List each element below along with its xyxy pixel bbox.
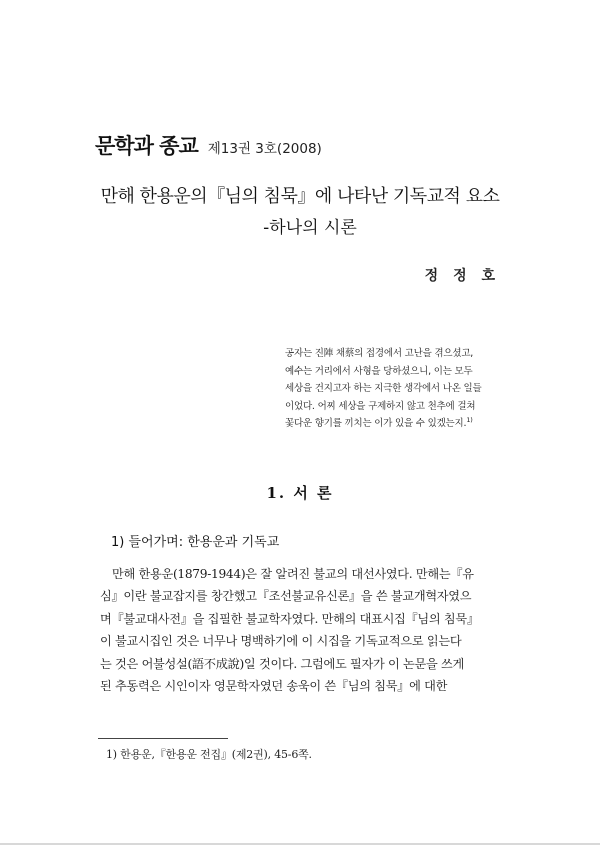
paper-subtitle: -하나의 시론 <box>263 218 357 238</box>
footnote-marker: 1) <box>466 415 473 424</box>
body-line: 만해 한용운(1879-1944)은 잘 알려진 불교의 대선사였다. 만해는『유 <box>112 567 474 581</box>
author-name: 정 정 호 <box>424 268 500 284</box>
epigraph-line: 예수는 거리에서 사형을 당하셨으니, 이는 모두 <box>285 365 473 377</box>
epigraph-line: 세상을 건지고자 하는 지극한 생각에서 나온 일들 <box>285 383 482 394</box>
paper-title: 만해 한용운의『님의 침묵』에 나타난 기독교적 요소 <box>100 186 500 207</box>
body-line: 며『불교대사전』을 집필한 불교학자였다. 만해의 대표시집『님의 침묵』 <box>100 611 479 626</box>
footnote-divider <box>98 738 228 739</box>
section-heading: 1. 서 론 <box>266 484 334 502</box>
body-line: 는 것은 어불성설(語不成說)일 것이다. 그럼에도 필자가 이 논문을 쓰게 <box>100 656 464 671</box>
body-line: 심』이란 불교잡지를 창간했고『조선불교유신론』을 쓴 불교개혁자였으 <box>100 589 472 604</box>
journal-logo: 문학과 종교 <box>95 134 198 158</box>
body-paragraph <box>100 563 515 697</box>
journal-header <box>95 130 322 160</box>
footnote: 1) 한용운,『한용운 전집』(제2권), 45-6쪽. <box>106 748 312 761</box>
epigraph <box>285 345 510 433</box>
epigraph-line <box>285 415 510 433</box>
epigraph-line: 이었다. 어찌 세상을 구제하지 않고 천추에 걸쳐 <box>285 400 476 412</box>
journal-issue: 제13권 3호(2008) <box>207 141 322 157</box>
body-line: 된 추동력은 시인이자 영문학자였던 송욱이 쓴『님의 침묵』에 대한 <box>100 679 448 694</box>
epigraph-line-text: 꽃다운 향기를 끼치는 이가 있을 수 있겠는지. <box>285 418 467 429</box>
subsection-heading: 1) 들어가며: 한용운과 기독교 <box>111 535 280 550</box>
body-line: 이 불교시집인 것은 너무나 명백하기에 이 시집을 기독교적으로 읽는다 <box>100 634 462 649</box>
epigraph-line: 공자는 진陣 채蔡의 접경에서 고난을 겪으셨고, <box>285 348 474 359</box>
